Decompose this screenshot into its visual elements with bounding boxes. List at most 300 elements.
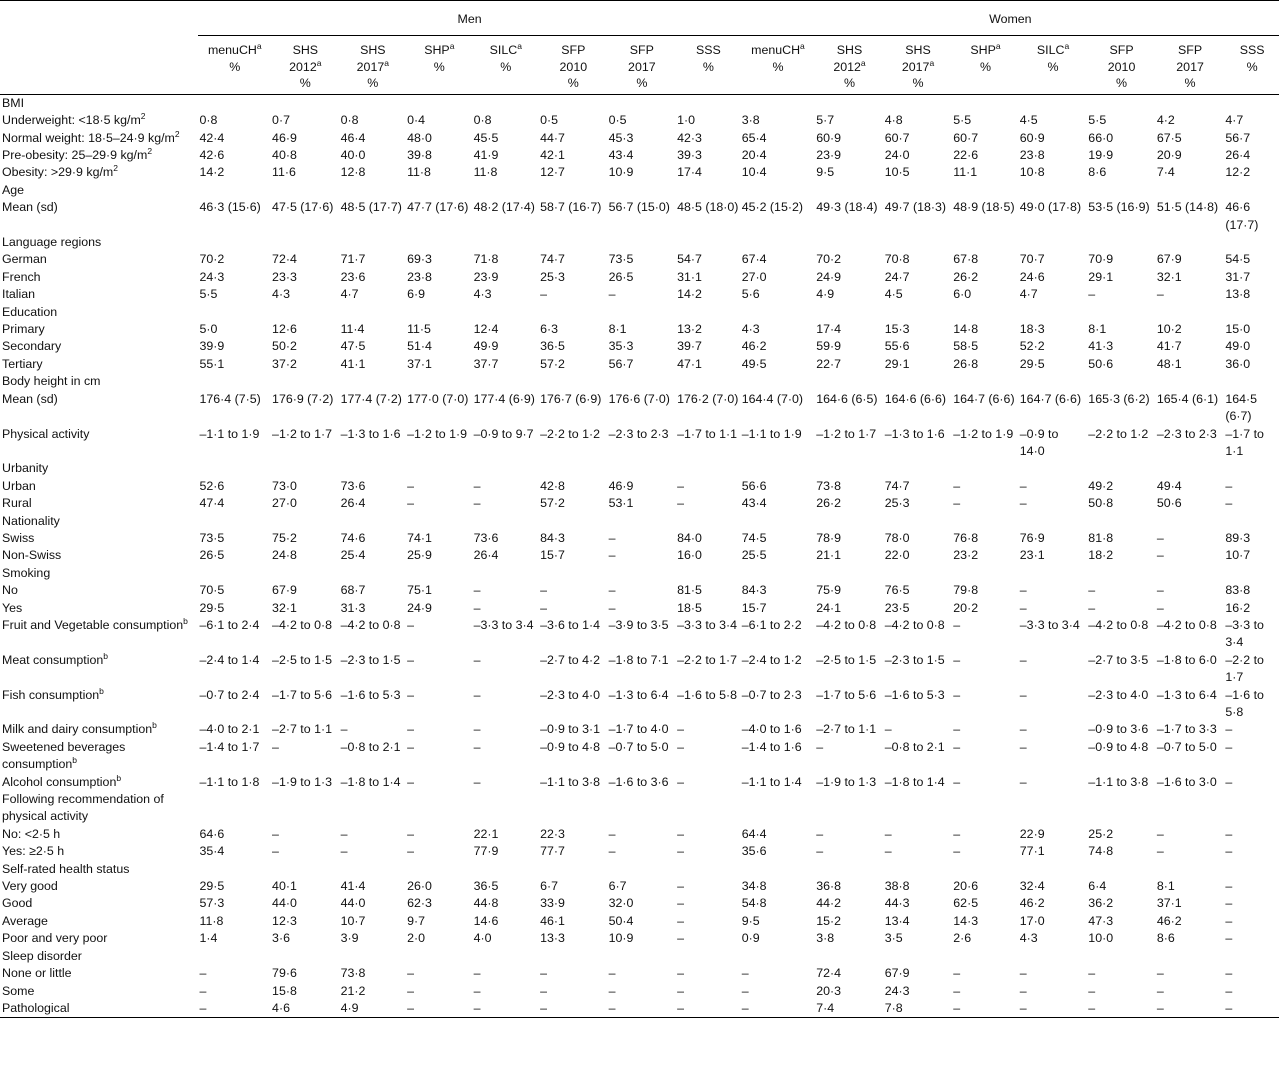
table-cell: 3·8 [741,113,760,128]
table-cell: 32·0 [608,896,634,911]
table-cell: 55·1 [199,356,225,371]
table-cell: –4·2 to 0·8 [884,617,945,632]
footnote-marker: a [517,40,522,51]
footnote-marker: 2 [140,111,146,122]
table-cell: –1·6 to 5·8 [677,687,738,702]
table-cell: 2·6 [953,931,972,946]
table-cell: 66·0 [1088,130,1114,145]
table-cell: 23·1 [1019,548,1045,563]
table-cell: 49·9 [473,339,499,354]
table-cell: 74·7 [540,252,565,267]
footnote-marker: a [449,40,455,51]
table-cell [538,565,607,582]
table-cell: 75·2 [272,530,297,545]
table-cell: – [884,844,892,859]
table-cell: 49·2 [1088,478,1114,493]
table-cell [538,460,607,477]
table-cell [1223,861,1279,878]
table-cell: 23·2 [953,548,979,563]
table-cell: – [198,1000,271,1018]
row-label-header [0,36,198,95]
table-row [0,878,1279,895]
row-label [0,600,198,617]
table-cell: – [1018,1000,1087,1018]
table-cell [1155,94,1224,112]
table-cell: – [407,739,414,754]
section-label [0,739,198,774]
table-cell: –1·6 to 3·0 [1156,774,1217,789]
table-cell: 10·9 [608,165,634,180]
table-cell: 42·1 [540,148,565,162]
table-cell: 43·4 [608,148,634,162]
row-label-text: Fruit and Vegetable consumption [2,617,184,632]
footnote-marker: a [929,57,935,68]
table-cell: 48·2 (17·4) [473,200,535,215]
table-cell [1155,791,1224,826]
table-cell: –4·2 to 0·8 [1088,617,1149,632]
table-cell: 11·5 [407,322,431,337]
table-cell: – [1223,1000,1279,1018]
table-cell: 60·7 [884,130,910,145]
table-cell: – [1156,966,1164,981]
table-cell [405,460,472,477]
table-cell: –1·6 to 5·3 [340,687,401,702]
table-cell [339,460,406,477]
table-cell: 4·2 [1156,113,1175,128]
table-cell: 15·0 [1225,322,1251,337]
table-cell [472,94,539,112]
column-header-women-shs-2012 [814,36,883,95]
table-row [0,199,1279,234]
row-label-text: Secondary [2,339,62,354]
table-cell: 89·3 [1225,530,1251,545]
table-cell: 31·1 [677,269,702,284]
table-cell: 15·3 [884,322,910,337]
table-cell: 58·5 [953,339,979,354]
table-cell: –2·7 to 1·1 [272,722,332,737]
table-cell: 16·2 [1225,600,1251,615]
table-header [0,1,1279,95]
table-cell: 15·8 [272,983,297,998]
table-cell: – [199,966,207,981]
column-header-line: menuCH [751,43,801,57]
table-cell [472,791,539,826]
table-row [0,304,1279,321]
table-cell: – [1088,583,1096,598]
table-cell [1223,513,1279,530]
table-cell: – [884,722,892,737]
row-label-text: Physical activity [2,426,90,441]
table-cell [883,234,952,251]
table-cell: – [407,966,414,981]
table-cell [270,234,339,251]
section-label [0,791,198,826]
table-cell [740,948,815,965]
footnote-marker: b [103,650,108,661]
table-cell [198,460,271,477]
footnote-marker: b [152,720,157,731]
table-cell: 46·2 [741,339,767,354]
table-cell: 78·9 [816,530,842,545]
table-cell: 4·3 [1019,931,1038,946]
table-cell: –2·7 to 1·1 [816,722,877,737]
table-cell [339,948,406,965]
table-cell: – [340,844,348,859]
table-cell: – [953,496,961,511]
table-cell: 39·9 [199,339,225,354]
table-cell [883,460,952,477]
row-label [0,878,198,895]
table-cell: 44·8 [473,896,499,911]
table-cell: 4·8 [884,113,903,128]
column-unit: % [1116,76,1128,91]
table-cell [1086,373,1155,390]
table-cell: 26·4 [1225,148,1251,162]
table-cell: 29·5 [1019,356,1045,371]
table-cell [538,182,607,199]
table-cell: –1·1 to 1·4 [741,774,802,789]
row-label-text: Smoking [2,565,51,580]
table-cell: 72·4 [272,252,297,267]
table-cell: 41·4 [340,879,366,894]
table-cell [1086,94,1155,112]
table-row [0,826,1279,843]
table-cell: 59·9 [816,339,842,354]
column-header-line: 2012 [289,59,317,74]
table-cell: – [741,966,749,981]
table-cell: 24·6 [1019,269,1045,284]
table-cell [1223,948,1279,965]
table-cell [951,94,1018,112]
footnote-marker: a [995,40,1001,51]
table-cell [538,234,607,251]
table-cell: –6·1 to 2·2 [741,617,802,632]
section-label [0,373,198,390]
table-cell: – [1225,931,1233,946]
section-label [0,94,198,112]
table-cell: 10·7 [1225,548,1251,563]
row-label-text: Non-Swiss [2,548,62,563]
table-cell: 35·3 [608,339,634,354]
table-cell: 46·3 (15·6) [199,200,261,215]
table-cell: 70·2 [816,252,842,267]
table-cell: – [272,844,279,859]
table-cell: 49·0 [1225,339,1251,354]
table-cell: –3·6 to 1·4 [540,617,600,632]
column-unit: % [1047,59,1059,74]
table-row [0,460,1279,477]
table-cell [1018,373,1087,390]
table-cell: 25·9 [407,548,432,563]
table-cell: 20·9 [1156,148,1182,162]
table-cell: 1·0 [677,113,696,128]
table-cell: 164·5 (6·7) [1225,391,1258,424]
table-row [0,478,1279,495]
table-cell: –1·8 to 7·1 [608,652,669,667]
table-cell [1018,791,1087,826]
table-row [0,895,1279,912]
table-cell: –2·4 to 1·2 [741,652,802,667]
table-row [0,391,1279,426]
table-cell: 56·7 (15·0) [608,200,670,215]
table-cell [740,513,815,530]
table-cell [675,234,740,251]
table-cell [675,948,740,965]
table-cell: – [953,722,961,737]
table-cell: – [1156,844,1164,859]
table-cell: – [608,826,616,841]
table-cell: – [405,1000,472,1018]
section-label [0,774,198,791]
table-cell: 62·3 [407,896,432,911]
table-cell [538,948,607,965]
table-cell: – [407,826,414,841]
table-cell [198,182,271,199]
column-header-line: SFP [1109,43,1134,57]
table-cell: –0·9 to 3·6 [1088,722,1149,737]
table-cell: 44·3 [884,896,910,911]
table-cell [607,791,676,826]
table-cell [472,373,539,390]
table-cell: – [1225,722,1233,737]
table-cell: –2·2 to 1·7 [1225,652,1264,685]
table-cell [607,182,676,199]
table-cell: 48·0 [407,130,432,145]
table-cell: 0·5 [540,113,558,128]
table-cell: 21·2 [340,983,366,998]
table-cell [198,234,271,251]
table-cell: 76·9 [1019,530,1045,545]
row-label [0,983,198,1000]
row-label [0,495,198,512]
row-label-text: Yes: ≥2·5 h [2,844,65,859]
table-cell: 25·5 [741,548,767,563]
table-cell: –1·7 to 1·1 [1225,426,1264,458]
column-header-women-sfp-2017 [1155,36,1224,95]
table-cell: 19·9 [1088,148,1114,162]
table-cell: – [1019,739,1027,754]
table-cell: 11·8 [407,165,431,180]
table-cell: 49·4 [1156,478,1182,493]
table-cell: 23·8 [407,269,432,284]
table-cell: – [1019,652,1027,667]
table-cell: 13·2 [677,322,702,337]
table-cell: 29·1 [1088,269,1114,284]
column-header-line: SHP [424,43,450,57]
table-cell: –4·2 to 0·8 [816,617,877,632]
row-label-text: Primary [2,322,45,337]
table-cell: – [473,478,481,493]
table-cell: 17·4 [677,165,702,180]
table-cell: 10·5 [884,165,910,180]
table-row [0,687,1279,722]
row-label-text: French [2,269,41,284]
table-cell: – [340,826,348,841]
row-label-text: Very good [2,879,58,894]
table-cell: 13·8 [1225,287,1251,302]
table-cell: 47·1 [677,356,702,371]
column-header-line: SHP [970,43,996,57]
table-cell [1223,234,1279,251]
table-cell [814,373,883,390]
row-label [0,930,198,947]
table-cell [1155,948,1224,965]
table-cell: – [677,913,684,928]
table-cell: 5·6 [741,287,760,302]
table-cell: –2·2 to 1·2 [540,426,600,441]
column-header-women-sss [1223,36,1279,95]
table-cell: – [1088,600,1096,615]
table-cell [740,791,815,826]
table-cell: 36·2 [1088,896,1114,911]
table-cell: –6·1 to 2·4 [199,617,260,632]
table-cell: –2·2 to 1·2 [1088,426,1149,441]
table-cell: 68·7 [340,583,366,598]
column-header-men-silc [472,36,539,95]
table-cell: 73·6 [340,478,366,493]
table-cell: 56·7 [1225,130,1251,145]
table-cell: – [1019,722,1027,737]
section-label [0,652,198,687]
row-label-text: Meat consumption [2,652,104,667]
table-cell: – [540,287,547,302]
table-cell [198,304,271,321]
row-label [0,321,198,338]
table-cell: – [1225,896,1233,911]
table-cell: 73·6 [473,530,499,545]
table-cell [814,182,883,199]
table-cell: 22·0 [884,548,910,563]
table-cell: –2·3 to 1·5 [884,652,945,667]
footnote-marker: a [1064,40,1070,51]
table-cell: – [407,652,414,667]
footnote-marker: a [256,40,262,51]
table-cell [270,304,339,321]
table-cell [405,948,472,965]
table-cell: – [473,583,481,598]
row-label-text: Age [2,182,25,197]
table-cell: –1·7 to 5·6 [816,687,877,702]
table-cell: 6·7 [608,879,627,894]
table-cell: – [407,774,414,789]
table-cell [1155,460,1224,477]
table-cell: 22·3 [540,826,565,841]
table-cell [1086,182,1155,199]
table-cell [1018,234,1087,251]
table-cell [339,373,406,390]
table-row [0,286,1279,303]
table-cell: 4·7 [340,287,359,302]
table-cell [339,94,406,112]
table-cell [951,460,1018,477]
table-cell [675,791,740,826]
table-cell [538,513,607,530]
table-cell [883,182,952,199]
row-label-text: German [2,252,47,267]
table-row [0,147,1279,164]
row-label-text: Good [2,896,33,911]
table-cell: 77·9 [473,844,499,859]
table-cell [405,565,472,582]
footnote-marker: 2 [113,163,118,174]
table-cell: –0·7 to 5·0 [1156,739,1217,754]
stub-header [0,1,198,36]
table-cell [675,182,740,199]
table-row [0,600,1279,617]
column-header-line: 2017 [1176,59,1204,74]
section-label [0,460,198,477]
table-cell: 22·7 [816,356,842,371]
table-cell: – [1019,966,1027,981]
table-cell: 49·7 (18·3) [884,200,947,215]
table-cell [270,460,339,477]
table-cell: – [540,583,547,598]
table-cell: 47·3 [1088,913,1114,928]
table-cell: 50·4 [608,913,634,928]
table-cell: – [1019,600,1027,615]
table-cell: – [677,931,684,946]
table-cell [339,513,406,530]
row-label-text: Sleep disorder [2,948,82,963]
table-cell: 46·4 [340,130,366,145]
table-cell: 2·0 [407,931,425,946]
table-cell: 35·6 [741,844,767,859]
table-cell [198,948,271,965]
footnote-marker: b [99,685,104,696]
row-label [0,843,198,860]
table-cell: 4·3 [741,322,760,337]
table-cell: – [953,844,961,859]
row-label [0,913,198,930]
table-cell [270,565,339,582]
table-cell: –3·3 to 3·4 [1225,617,1264,650]
table-row [0,843,1279,860]
table-cell: 74·1 [407,530,432,545]
table-cell: –0·8 to 2·1 [340,739,401,754]
table-cell: 32·1 [272,600,297,615]
column-header-line: 2017 [901,59,930,74]
column-header-line: 2012 [833,59,861,74]
table-cell: 8·1 [1156,879,1175,894]
column-header-women-silc [1018,36,1087,95]
table-cell [607,565,676,582]
table-cell: –1·2 to 1·7 [272,426,332,441]
table-cell [1086,304,1155,321]
table-cell: 78·0 [884,530,910,545]
table-cell: 176·4 (7·5) [199,391,261,406]
table-cell: 67·9 [884,966,910,981]
section-label [0,234,198,251]
table-cell: 20·3 [816,983,842,998]
section-label [0,304,198,321]
row-label-text: Underweight: <18·5 kg/m [2,113,141,128]
table-cell [270,791,339,826]
table-cell [405,791,472,826]
row-label-text: Body height in cm [2,374,101,389]
table-cell: – [740,1000,815,1018]
table-cell [472,182,539,199]
table-cell: 44·2 [816,896,842,911]
table-cell: 77·1 [1019,844,1045,859]
table-cell: 8·6 [1088,165,1107,180]
table-cell [1086,565,1155,582]
table-cell: – [953,826,961,841]
table-row [0,913,1279,930]
table-cell: 77·7 [540,844,565,859]
table-cell: 41·1 [340,356,366,371]
table-cell: – [1225,966,1233,981]
table-cell: 79·6 [272,966,297,981]
